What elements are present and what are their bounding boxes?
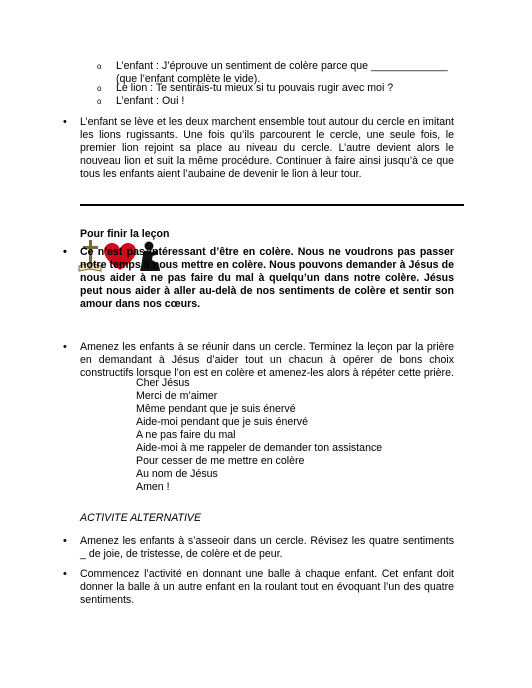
circle-bullet: o <box>97 84 102 93</box>
horizontal-rule <box>80 204 464 206</box>
bold-message-text: Ce n’est pas intéressant d’être en colère. Nous ne voudrons pas passer notre temps à nous mettre en colère. Nous pouvons demander à Jésus de nous aider à ne pas faire du mal à quelqu’un dans notre colère. Jésus peut nous aider à aller au-delà de nos sentiments de colère et sentir son amour dans nos cœurs. <box>80 246 454 310</box>
prayer-instruction-text: Amenez les enfants à se réunir dans un cercle. Terminez la leçon par la prière en demandant à Jésus d’aider tout un chacun à opérer de bons choix constructifs lorsque l’on est en colère et amenez-les alors à répéter cette prière. <box>80 341 454 379</box>
bullet-dot: • <box>63 116 67 128</box>
bullet-dot: • <box>63 535 67 547</box>
dialogue-text-continued: (que l’enfant complète le vide). <box>116 73 261 85</box>
lion-paragraph-text: L’enfant se lève et les deux marchent ensemble tout autour du cercle en imitant les lions rugissants. Une fois qu’ils parcourent le cercle, une seule fois, le premier lion rejoint sa place au niveau du cercle. L’autre devient alors le nouveau lion et suit la même procédure. Continuer à faire ainsi jusqu’à ce que tous les enfants aient l’aubaine de devenir le lion à leur tour. <box>80 116 454 180</box>
lion-paragraph <box>63 116 454 181</box>
bullet-dot: • <box>63 568 67 580</box>
dialogue-line-3 <box>97 95 466 108</box>
prayer-line: Aide-moi pendant que je suis énervé <box>136 416 308 428</box>
dialogue-text: L’enfant : J’éprouve un sentiment de colère parce que _____________ <box>116 60 448 72</box>
bold-message-paragraph <box>63 246 454 311</box>
prayer-line: Cher Jésus <box>136 377 190 389</box>
alternative-item-2 <box>63 568 454 607</box>
alternative-item-2-text: Commencez l’activité en donnant une balle à chaque enfant. Cet enfant doit donner la balle à un autre enfant en la roulant tout en évoquant l’un des quatre sentiments. <box>80 568 454 606</box>
prayer-line: Pour cesser de me mettre en colère <box>136 455 305 467</box>
bullet-dot: • <box>63 341 67 353</box>
dialogue-text: L’enfant : Oui ! <box>116 95 185 107</box>
prayer-line: Même pendant que je suis énervé <box>136 403 296 415</box>
prayer-instruction-paragraph <box>63 341 454 380</box>
alternative-item-1 <box>63 535 454 561</box>
alternative-item-1-text: Amenez les enfants à s’asseoir dans un cercle. Révisez les quatre sentiments _ de joie, de tristesse, de colère et de peur. <box>80 535 454 560</box>
prayer-line: A ne pas faire du mal <box>136 429 236 441</box>
prayer-line: Merci de m’aimer <box>136 390 218 402</box>
prayer-line: Au nom de Jésus <box>136 468 218 480</box>
circle-bullet: o <box>97 97 102 106</box>
section-heading: Pour finir la leçon <box>80 228 170 240</box>
bullet-dot: • <box>63 246 67 258</box>
dialogue-text: Le lion : Te sentirais-tu mieux si tu pouvais rugir avec moi ? <box>116 82 394 94</box>
prayer-line: Aide-moi à me rappeler de demander ton assistance <box>136 442 383 454</box>
dialogue-line-2 <box>97 82 466 95</box>
prayer-block <box>136 377 436 494</box>
prayer-line: Amen ! <box>136 481 170 493</box>
circle-bullet: o <box>97 62 102 71</box>
alternative-activity-heading: ACTIVITE ALTERNATIVE <box>80 512 202 524</box>
